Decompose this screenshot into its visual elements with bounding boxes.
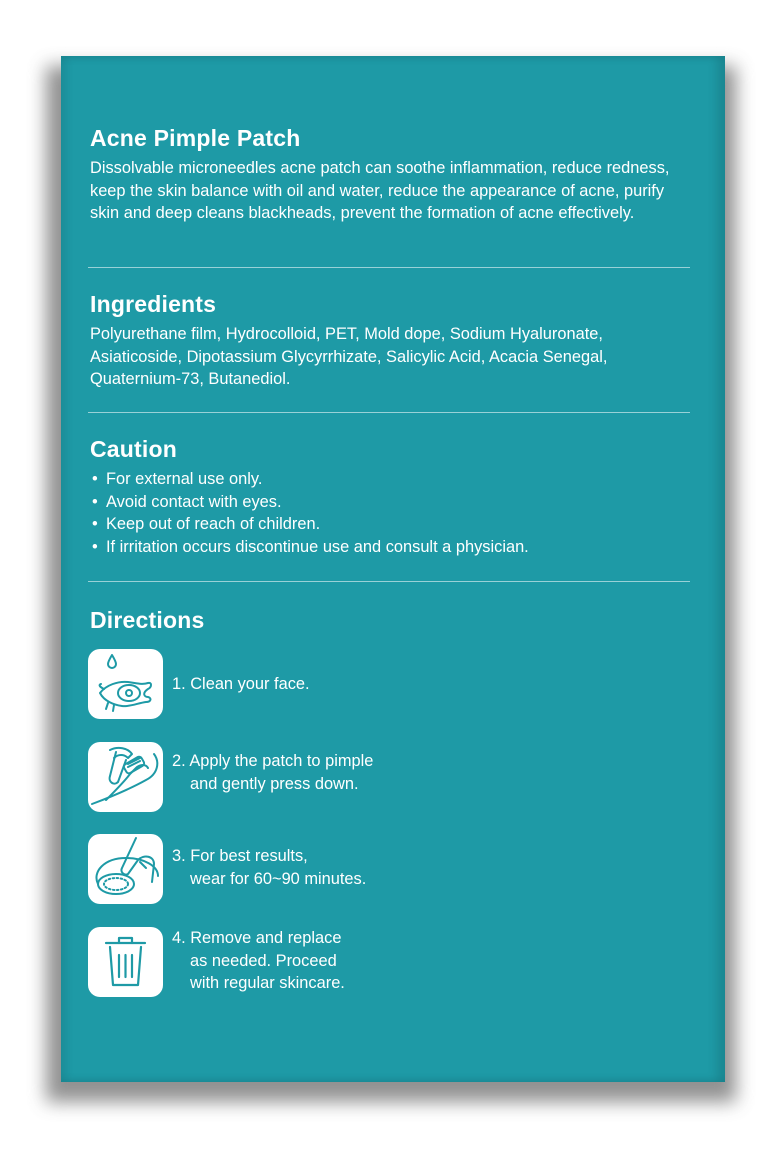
caution-item: • Keep out of reach of children. (90, 513, 696, 536)
directions-section (90, 607, 696, 639)
step-line: with regular skincare. (190, 974, 345, 993)
caution-list (90, 468, 696, 558)
step-text (172, 673, 310, 696)
step-line: and gently press down. (190, 774, 359, 793)
caution-item: • If irritation occurs discontinue use and consult a physician. (90, 536, 696, 559)
direction-step-3 (88, 834, 488, 904)
divider (88, 412, 690, 413)
caution-item: • For external use only. (90, 468, 696, 491)
step-text (172, 927, 345, 995)
ingredients-text: Polyurethane film, Hydrocolloid, PET, Mold dope, Sodium Hyaluronate, Asiaticoside, Dipotassium Glycyrrhizate, Salicylic Acid, Acacia Senegal, Quaternium-73, Butanediol. (90, 325, 608, 389)
caution-item: • Avoid contact with eyes. (90, 491, 696, 514)
step-line: 1. Clean your face. (172, 675, 310, 693)
caution-title: Caution (90, 436, 177, 462)
apply-patch-icon (88, 742, 163, 812)
trash-icon (88, 927, 163, 997)
about-title: Acne Pimple Patch (90, 125, 301, 151)
step-line: as needed. Proceed (190, 951, 337, 970)
caution-section (90, 436, 696, 558)
divider (88, 581, 690, 582)
face-wash-icon (88, 649, 163, 719)
ingredients-section (90, 291, 696, 391)
about-section (90, 125, 696, 225)
direction-step-4 (88, 927, 488, 997)
step-text (172, 750, 373, 795)
divider (88, 267, 690, 268)
wear-patch-icon (88, 834, 163, 904)
ingredients-title: Ingredients (90, 291, 217, 317)
step-line: 2. Apply the patch to pimple (172, 752, 374, 770)
step-text (172, 845, 366, 890)
direction-step-1 (88, 649, 488, 719)
directions-title: Directions (90, 607, 205, 633)
step-line: wear for 60~90 minutes. (190, 869, 367, 888)
step-line: 4. Remove and replace (172, 929, 342, 947)
step-line: 3. For best results, (172, 847, 308, 865)
product-info-card (61, 56, 725, 1082)
about-text: Dissolvable microneedles acne patch can soothe inflammation, reduce redness, keep the skin balance with oil and water, reduce the appearance of acne, purify skin and deep cleans blackheads, prevent the formation of acne effectively. (90, 159, 670, 223)
direction-step-2 (88, 742, 488, 812)
